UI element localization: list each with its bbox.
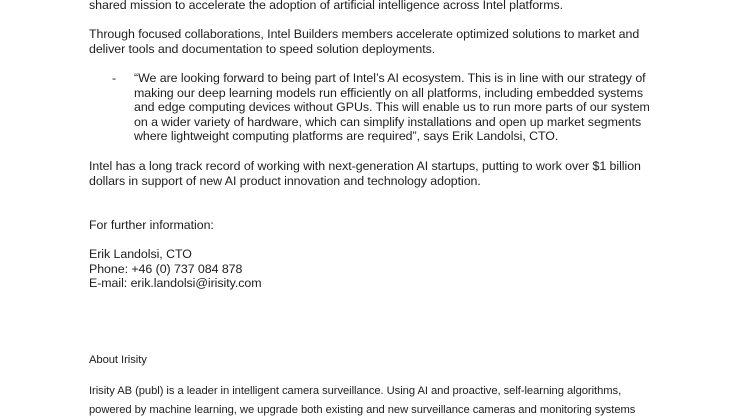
contact-heading [89, 218, 664, 233]
track-record-line: Intel has a long track record of working with next-generation AI startups, putting to work over $1 billion [89, 159, 641, 173]
track-record-line: dollars in support of new AI product innovation and technology adoption. [89, 173, 481, 188]
contact-heading-text: For further information: [89, 218, 214, 232]
collaborations-paragraph [89, 27, 664, 56]
quote-line: where lightweight computing platforms are required”, says Erik Landolsi, CTO. [134, 129, 559, 144]
about-line: Irisity AB (publ) is a leader in intelligent camera surveillance. Using AI and proactive, self-learning algorithms, [89, 385, 622, 397]
about-heading-text: About Irisity [89, 354, 147, 366]
contact-name: Erik Landolsi, CTO [89, 247, 192, 261]
about-heading [89, 351, 664, 370]
contact-phone: Phone: +46 (0) 737 084 878 [89, 261, 243, 276]
quote-line: making our deep learning models run efficiently on all platforms, including embedded systems [134, 85, 643, 100]
about-paragraph [89, 382, 689, 420]
intro-line: shared mission to accelerate the adoption of artificial intelligence across Intel platforms. [89, 0, 564, 12]
quote-line: “We are looking forward to being part of Intel’s AI ecosystem. This is in line with our strategy of [134, 71, 646, 85]
track-record-paragraph [89, 159, 664, 188]
collaborations-line: deliver tools and documentation to speed solution deployments. [89, 41, 436, 56]
about-line: powered by machine learning, we upgrade both existing and new surveillance cameras and monitoring systems [89, 404, 636, 416]
quote-line: and edge computing devices without GPUs. This will enable us to run more parts of our system [134, 100, 650, 115]
quote-paragraph [134, 71, 674, 144]
contact-email: E-mail: erik.landolsi@irisity.com [89, 276, 262, 291]
collaborations-line: Through focused collaborations, Intel Builders members accelerate optimized solutions to market and [89, 27, 640, 41]
quote-line: on a wider variety of hardware, which can simplify installations and open up market segments [134, 114, 642, 129]
quote-bullet: - [112, 71, 117, 85]
contact-details [89, 247, 664, 291]
intro-paragraph-tail [89, 0, 664, 13]
